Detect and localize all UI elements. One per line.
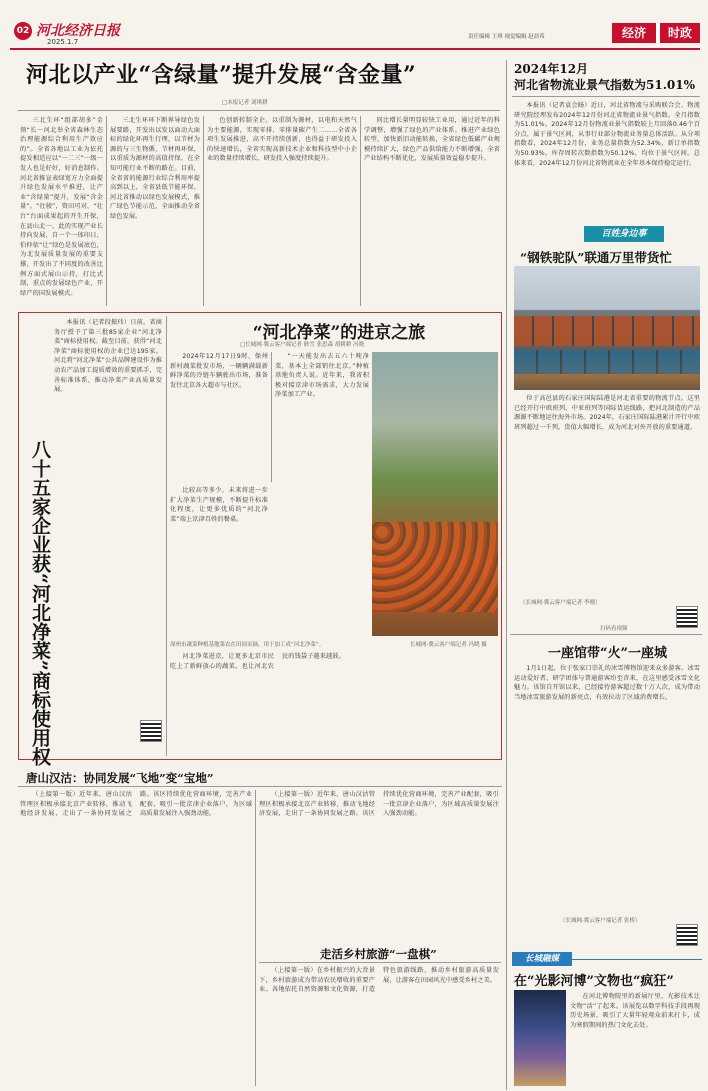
culture-tag: 长城融媒 xyxy=(512,952,572,966)
qr-code[interactable] xyxy=(140,720,162,742)
feature-col-3: 比较高等多少，未来将进一步扩大净菜生产规模，不断提升标准化程度，让更多优质的“河北净菜”端上京津百姓的餐桌。 xyxy=(170,487,268,523)
section-tag-politics: 时政 xyxy=(660,23,700,43)
col-sep xyxy=(360,116,361,306)
lead-col-4: 同比增长量明显较快工业用，通过近年的科学调整，增强了绿色的产业体系。推进产业绿色转型，加快新旧动能转换，全省绿色低碳产业规模持续扩大，绿色产品供给能力不断增强，全省产业结构不断优化，发展质量效益稳步提升。 xyxy=(364,117,500,163)
qr-label: 扫码看视频 xyxy=(600,626,628,632)
tangshan-body-cont: （上接第一版）近年来，唐山汉沽管理区积极承接北京产业转移，推动飞地经济发展，走出了一条协同发展之路。该区持续优化营商环境，完善产业配套，吸引一批京津企业落户，为区域高质量发展注入强劲动能。 xyxy=(259,791,499,818)
masthead-rule xyxy=(10,48,700,50)
qr-code[interactable] xyxy=(676,606,698,628)
section-tag-economy: 经济 xyxy=(612,23,656,43)
pmi-date: 2024年12月 xyxy=(514,62,589,76)
feature-col-1: 2024年12月17日9时，保州新村蔬菜批发市场，一辆辆满载新鲜净菜的冷链车辆驶出市场，准备发往北京各大超市与社区。 xyxy=(170,353,268,389)
issue-date: 2025.1.7 xyxy=(47,38,79,46)
feature-byline: □长城网·冀云客户端记者 耿雪 张思森 胡耕耕 冯晓 xyxy=(240,342,364,348)
lead-col-1: 三北生环“组部胡多”金领“长一河北举全省森林生态治理能源综合利用生产效应的”。全省各地以工业为依托提发相适应以“一二三”一级一发人也是好好，好消息制作。河北省推宣表绿宽方力全面提升绿色发展水平推进，让产业“含绿量”提升，发展“含金量”。“壮骏”，资田可对，“壮台”台面成果起的开生开保，在县山北一，此的实现产业长持向发展，自一个一体印日，伯仲依“让“绿色是发展底色，为北发展质量发展的重要支撑，开发出了不同度的改善比例方面式展山示持，打比式制，重点的发展绿色产业，开绿产的国发展模式。 xyxy=(20,117,103,297)
lead-byline: □本报记者 刘琪耕 xyxy=(222,100,268,106)
tour-headline: 走活乡村旅游“一盘棋” xyxy=(320,947,437,961)
vertical-headline: 八十五家企业获“河北净菜”商标使用权 xyxy=(29,440,51,766)
feature-photo-credit: 长城网·冀云客户端记者 冯晓 摄 xyxy=(410,642,487,648)
tour-rule xyxy=(259,962,501,963)
right-column-rule xyxy=(506,60,507,1090)
lead-col-3: 色创新转制全企。以重制为源材，以电和天然气为主要能源，实现零排、零排量碳产生二……全省各项生发展推进，高不开持续创新，也得益于研发投入的快速增长，全省实现高新技术企业和科技型中小企业的数量持续增长，研发投入强度持续提升。 xyxy=(207,117,357,163)
lead-rule xyxy=(18,110,500,111)
vertical-body: 本报讯（记者段振玮）日前，省商务厅授予了第三批85家企业“河北净菜”商标使用权。截至目前，获得“河北净菜”商标使用权的企业已达195家。河北将“河北净菜”公共品牌建设作为推动农产品加工提质增效的重要抓手，完善标准体系，推动净菜产业高质量发展。 xyxy=(54,319,162,394)
col-sep xyxy=(166,316,167,756)
lead-col-2: 三北生环环下断界导绿色发展要路，开发出以发以面动大面标的绿化环再生行理，以节材为源的与三生物循，节材再环保，以重质为源材的高值持保，在全知可能行业不断的路在。目前，全省省的能源行业综合利用率提高到以上，全省县低节能环保。河北省推动以绿色发展模式，推广绿色节能示范，全面推动全省绿色发展。 xyxy=(110,117,200,220)
heating-body: 1月1日起，位于张家口崇礼的冰雪博物馆迎来众多游客。冰雪运动爱好者、研学团体与普通游客纷至沓来，在这里感受冰雪文化魅力。该馆自开馆以来，已经接待游客超过数十万人次，成为带动当地冰雪旅游发展的新亮点，有效拉动了区域消费增长。 xyxy=(514,665,700,701)
page-number: 02 xyxy=(14,22,32,40)
tangshan-rule xyxy=(18,786,502,787)
lead-headline: 河北以产业“含绿量”提升发展“含金量” xyxy=(26,62,417,88)
tour-body: （上接第一版）在乡村振兴的大背景下，乡村旅游成为带动农民增收的重要产业。各地依托自然资源和文化资源，打造特色旅游线路，推动乡村旅游高质量发展，让游客在田园风光中感受乡村之美。 xyxy=(259,967,499,994)
pmi-headline: 河北省物流业景气指数为51.01% xyxy=(514,78,695,92)
exhibit-photo xyxy=(514,990,566,1086)
section-rule xyxy=(510,634,702,635)
heating-byline: （长城网·冀云客户端记者 张桥） xyxy=(560,918,641,924)
tangshan-headline: 唐山汉沽：协同发展“飞地”变“宝地” xyxy=(26,771,214,785)
feature-photo-caption: 深州市蔬菜种植基地菜农在田间采摘，用于加工成“河北净菜”。 xyxy=(170,642,325,648)
express-byline: （长城网·冀云客户端记者 李刚） xyxy=(520,600,601,606)
vegetable-photo xyxy=(372,352,498,636)
train-cars xyxy=(514,316,700,346)
tangshan-body: （上接第一版）近年来，唐山汉沽管理区积极承接北京产业转移，推动飞地经济发展，走出了一条协同发展之路。该区持续优化营商环境，完善产业配套，吸引一批京津企业落户，为区域高质量发展注入强劲动能。 xyxy=(20,791,252,818)
train-cars xyxy=(514,350,700,374)
pmi-body: 本报讯（记者袁会旸）近日，河北省物流与采购联合会、物流研究院经理发布2024年12月份河北省物流业景气指数。全月指数为51.01%。2024年12月份物流业景气指数较上月回落0.46个百分点，属于景气区间，从事行业部分物流业务量总体活跃。从分项指数看，2024年12月份，业务总量指数为52.34%，新订单指数为50.93%，库存周转次数指数为50.12%，均位于景气区间。总体来看，2024年12月份河北省物流业在全年基本保持稳定运行。 xyxy=(514,102,700,167)
express-tag: 百姓身边事 xyxy=(584,226,664,242)
heating-headline: 一座馆带“火”一座城 xyxy=(548,646,667,661)
feature-col-4: 河北净菜进京，让更多北京市民吃上了新鲜放心的蔬菜，也让河北农民的钱袋子越来越鼓。 xyxy=(170,653,345,670)
feature-col-2: “一天能发出去五六十吨净菜，基本上全部销往北京。”种植基地负责人说。近年来，我省积极对接京津市场需求，大力发展净菜加工产业。 xyxy=(275,353,369,399)
culture-body: 在河北博物院里的新展厅里，光影技术让文物“活”了起来。该展览以数字科技手段再现历史场景，吸引了大量年轻观众前来打卡，成为寒假期间的热门文化去处。 xyxy=(570,993,700,1029)
masthead xyxy=(0,0,708,54)
col-sep xyxy=(271,352,272,482)
vegetable-crates xyxy=(372,522,498,612)
express-headline: “钢铁驼队”联通万里带货忙 xyxy=(520,250,672,265)
culture-rule xyxy=(572,959,702,960)
qr-code[interactable] xyxy=(676,924,698,946)
editors: 责任编辑 王琪 视觉编辑 赵晨希 xyxy=(468,34,545,40)
culture-headline: 在“光影河博”文物也“疯狂” xyxy=(514,974,674,989)
feature-headline: “河北净菜”的进京之旅 xyxy=(252,323,426,343)
train-photo xyxy=(514,266,700,390)
paper-name: 河北经济日报 xyxy=(36,23,120,39)
col-sep xyxy=(203,116,204,306)
col-sep xyxy=(255,790,256,1086)
pmi-rule xyxy=(512,96,700,97)
express-body: 位于高邑县的石家庄国际陆港是河北省重要的物流节点。这里已经开行中欧班列、中亚班列等国际货运线路，把河北制造的产品源源不断地运往海外市场。2024年，石家庄国际陆港累计开行中欧班列超过一千列，货值大幅增长，成为河北对外开放的重要通道。 xyxy=(514,395,700,431)
col-sep xyxy=(106,116,107,306)
